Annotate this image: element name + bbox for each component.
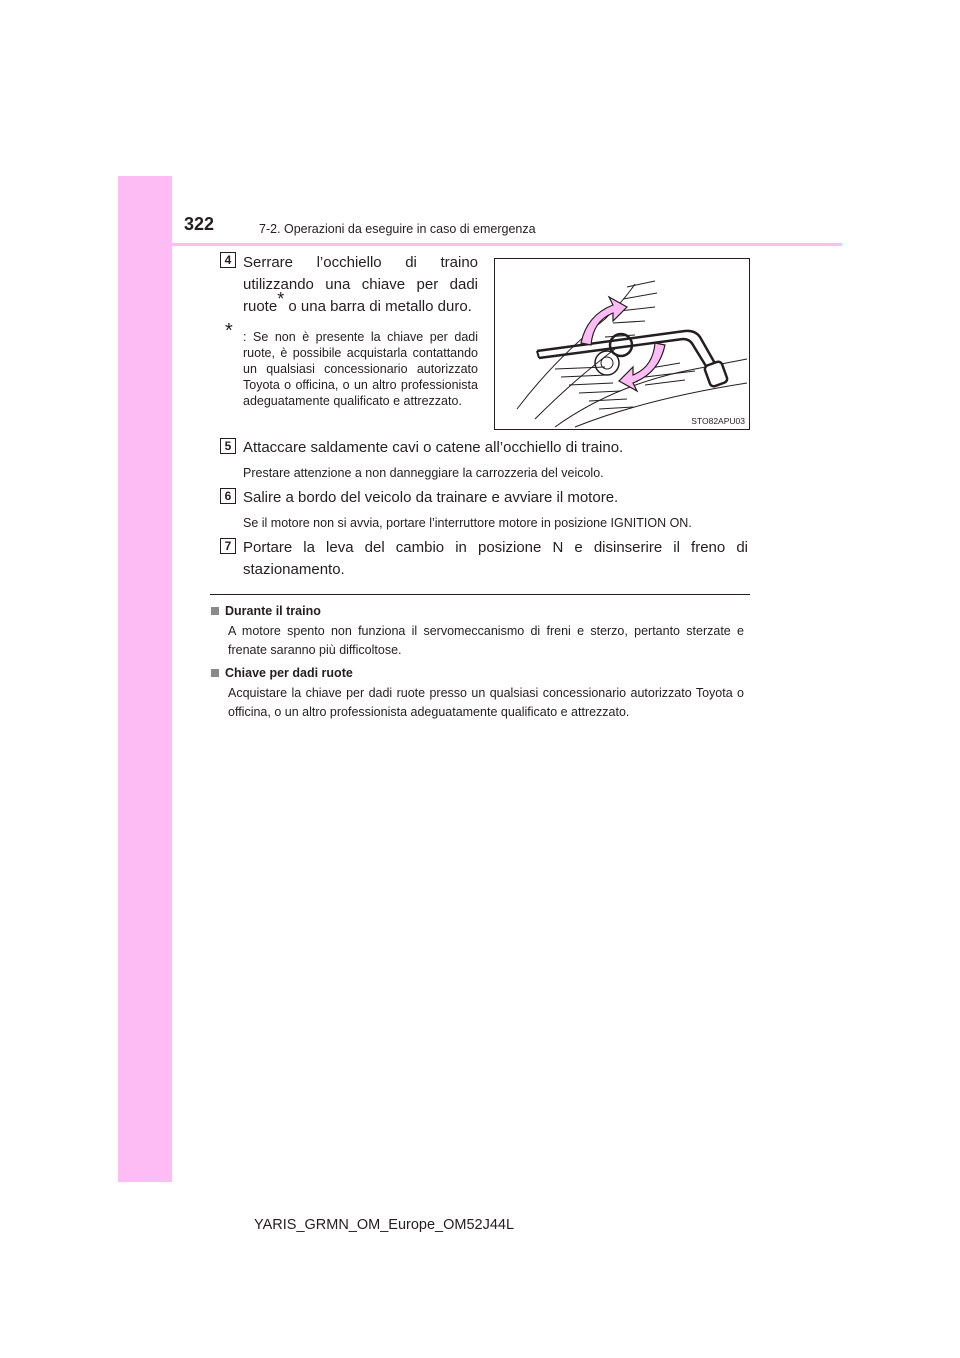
footnote-marker: *	[225, 320, 233, 342]
tow-hook-wrench-illustration	[495, 259, 750, 430]
step-7-text: Portare la leva del cambio in posizione N e disinserire il freno di stazionamento.	[243, 539, 748, 578]
footnote-text: : Se non è presente la chiave per dadi ruote, è possibile acquistarla contattando un qualsiasi concessionario autorizzato Toyota o officina, o un altro professionista adeguatamente qualificato e attrezzato.	[243, 330, 478, 408]
step-number-6: 6	[220, 488, 236, 504]
section-divider	[210, 594, 750, 595]
tow-hook-figure	[494, 258, 750, 430]
step-6-subtext: Se il motore non si avvia, portare l’interruttore motore in posizione IGNITION ON.	[243, 516, 692, 530]
step-5-text: Attaccare saldamente cavi o catene all’occhiello di traino.	[243, 439, 624, 456]
note-title: Chiave per dadi ruote	[225, 666, 353, 680]
figure-code: STO82APU03	[691, 416, 745, 426]
note-body-wrench: Acquistare la chiave per dadi ruote presso un qualsiasi concessionario autorizzato Toyota o officina, o un altro professionista adeguatamente qualificato e attrezzato.	[228, 686, 744, 719]
step-5-subtext: Prestare attenzione a non danneggiare la carrozzeria del veicolo.	[243, 466, 604, 480]
note-heading-wrench	[211, 664, 353, 682]
page-number: 322	[184, 214, 215, 234]
bullet-square-icon	[211, 607, 219, 615]
step-4-text-after: o una barra di metallo duro.	[284, 298, 472, 315]
step-number-5: 5	[220, 438, 236, 454]
note-heading-towing	[211, 602, 321, 620]
step-number-7: 7	[220, 538, 236, 554]
section-tab-sidebar	[118, 176, 172, 1182]
note-body-towing: A motore spento non funziona il servomeccanismo di freni e sterzo, pertanto sterzate e frenate saranno più difficoltose.	[228, 624, 744, 657]
header-rule	[172, 243, 842, 246]
footnote	[225, 322, 478, 409]
bullet-square-icon	[211, 669, 219, 677]
step-6-text: Salire a bordo del veicolo da trainare e avviare il motore.	[243, 489, 619, 506]
note-title: Durante il traino	[225, 604, 321, 618]
step-number-4: 4	[220, 252, 236, 268]
footnote-reference: *	[277, 289, 285, 309]
step-4-text	[243, 252, 478, 318]
step-4-text-before: Serrare l’occhiello di traino utilizzando una chiave per dadi ruote	[243, 254, 478, 315]
document-id-footer: YARIS_GRMN_OM_Europe_OM52J44L	[254, 1217, 515, 1233]
section-title: 7-2. Operazioni da eseguire in caso di emergenza	[259, 222, 536, 236]
